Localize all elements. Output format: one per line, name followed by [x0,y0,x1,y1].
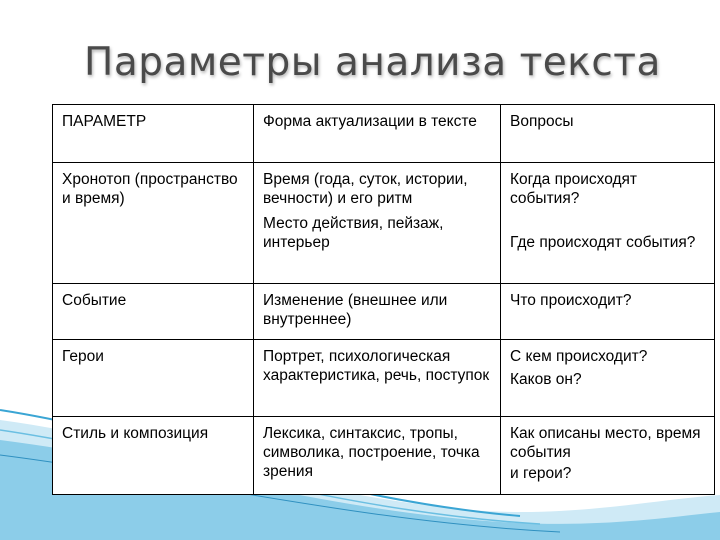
row-questions [501,340,715,417]
form-line: Место действия, пейзаж, интерьер [263,215,444,251]
question-line: С кем происходит? [510,348,648,365]
row-param: Герои [53,340,254,417]
question-line: Что происходит? [510,292,632,309]
table-row [53,163,715,284]
table-row [53,417,715,495]
row-form [254,417,501,495]
header-param: ПАРАМЕТР [53,105,254,163]
question-line: Где происходят события? [510,234,696,251]
table-header-row [53,105,715,163]
row-param: Стиль и композиция [53,417,254,495]
header-form: Форма актуализации в тексте [254,105,501,163]
question-line: Каков он? [510,371,582,388]
question-line: Когда происходят события? [510,171,638,207]
question-line: и герои? [510,465,572,482]
slide-title: Параметры анализа текста [84,40,661,85]
row-param: Событие [53,284,254,340]
table-row [53,340,715,417]
row-questions [501,163,715,284]
table-row [53,284,715,340]
row-form [254,340,501,417]
form-line: Изменение (внешнее или внутреннее) [263,292,448,328]
header-questions: Вопросы [501,105,715,163]
row-questions [501,284,715,340]
form-line: Лексика, синтаксис, тропы, символика, построение, точка зрения [263,425,480,480]
question-line: Как описаны место, время события [510,425,701,461]
form-line: Время (года, суток, истории, вечности) и его ритм [263,171,468,207]
row-form [254,163,501,284]
row-param: Хронотоп (пространство и время) [53,163,254,284]
row-form [254,284,501,340]
row-questions [501,417,715,495]
form-line: Портрет, психологическая характеристика, речь, поступок [263,348,490,384]
parameters-table [52,104,715,495]
